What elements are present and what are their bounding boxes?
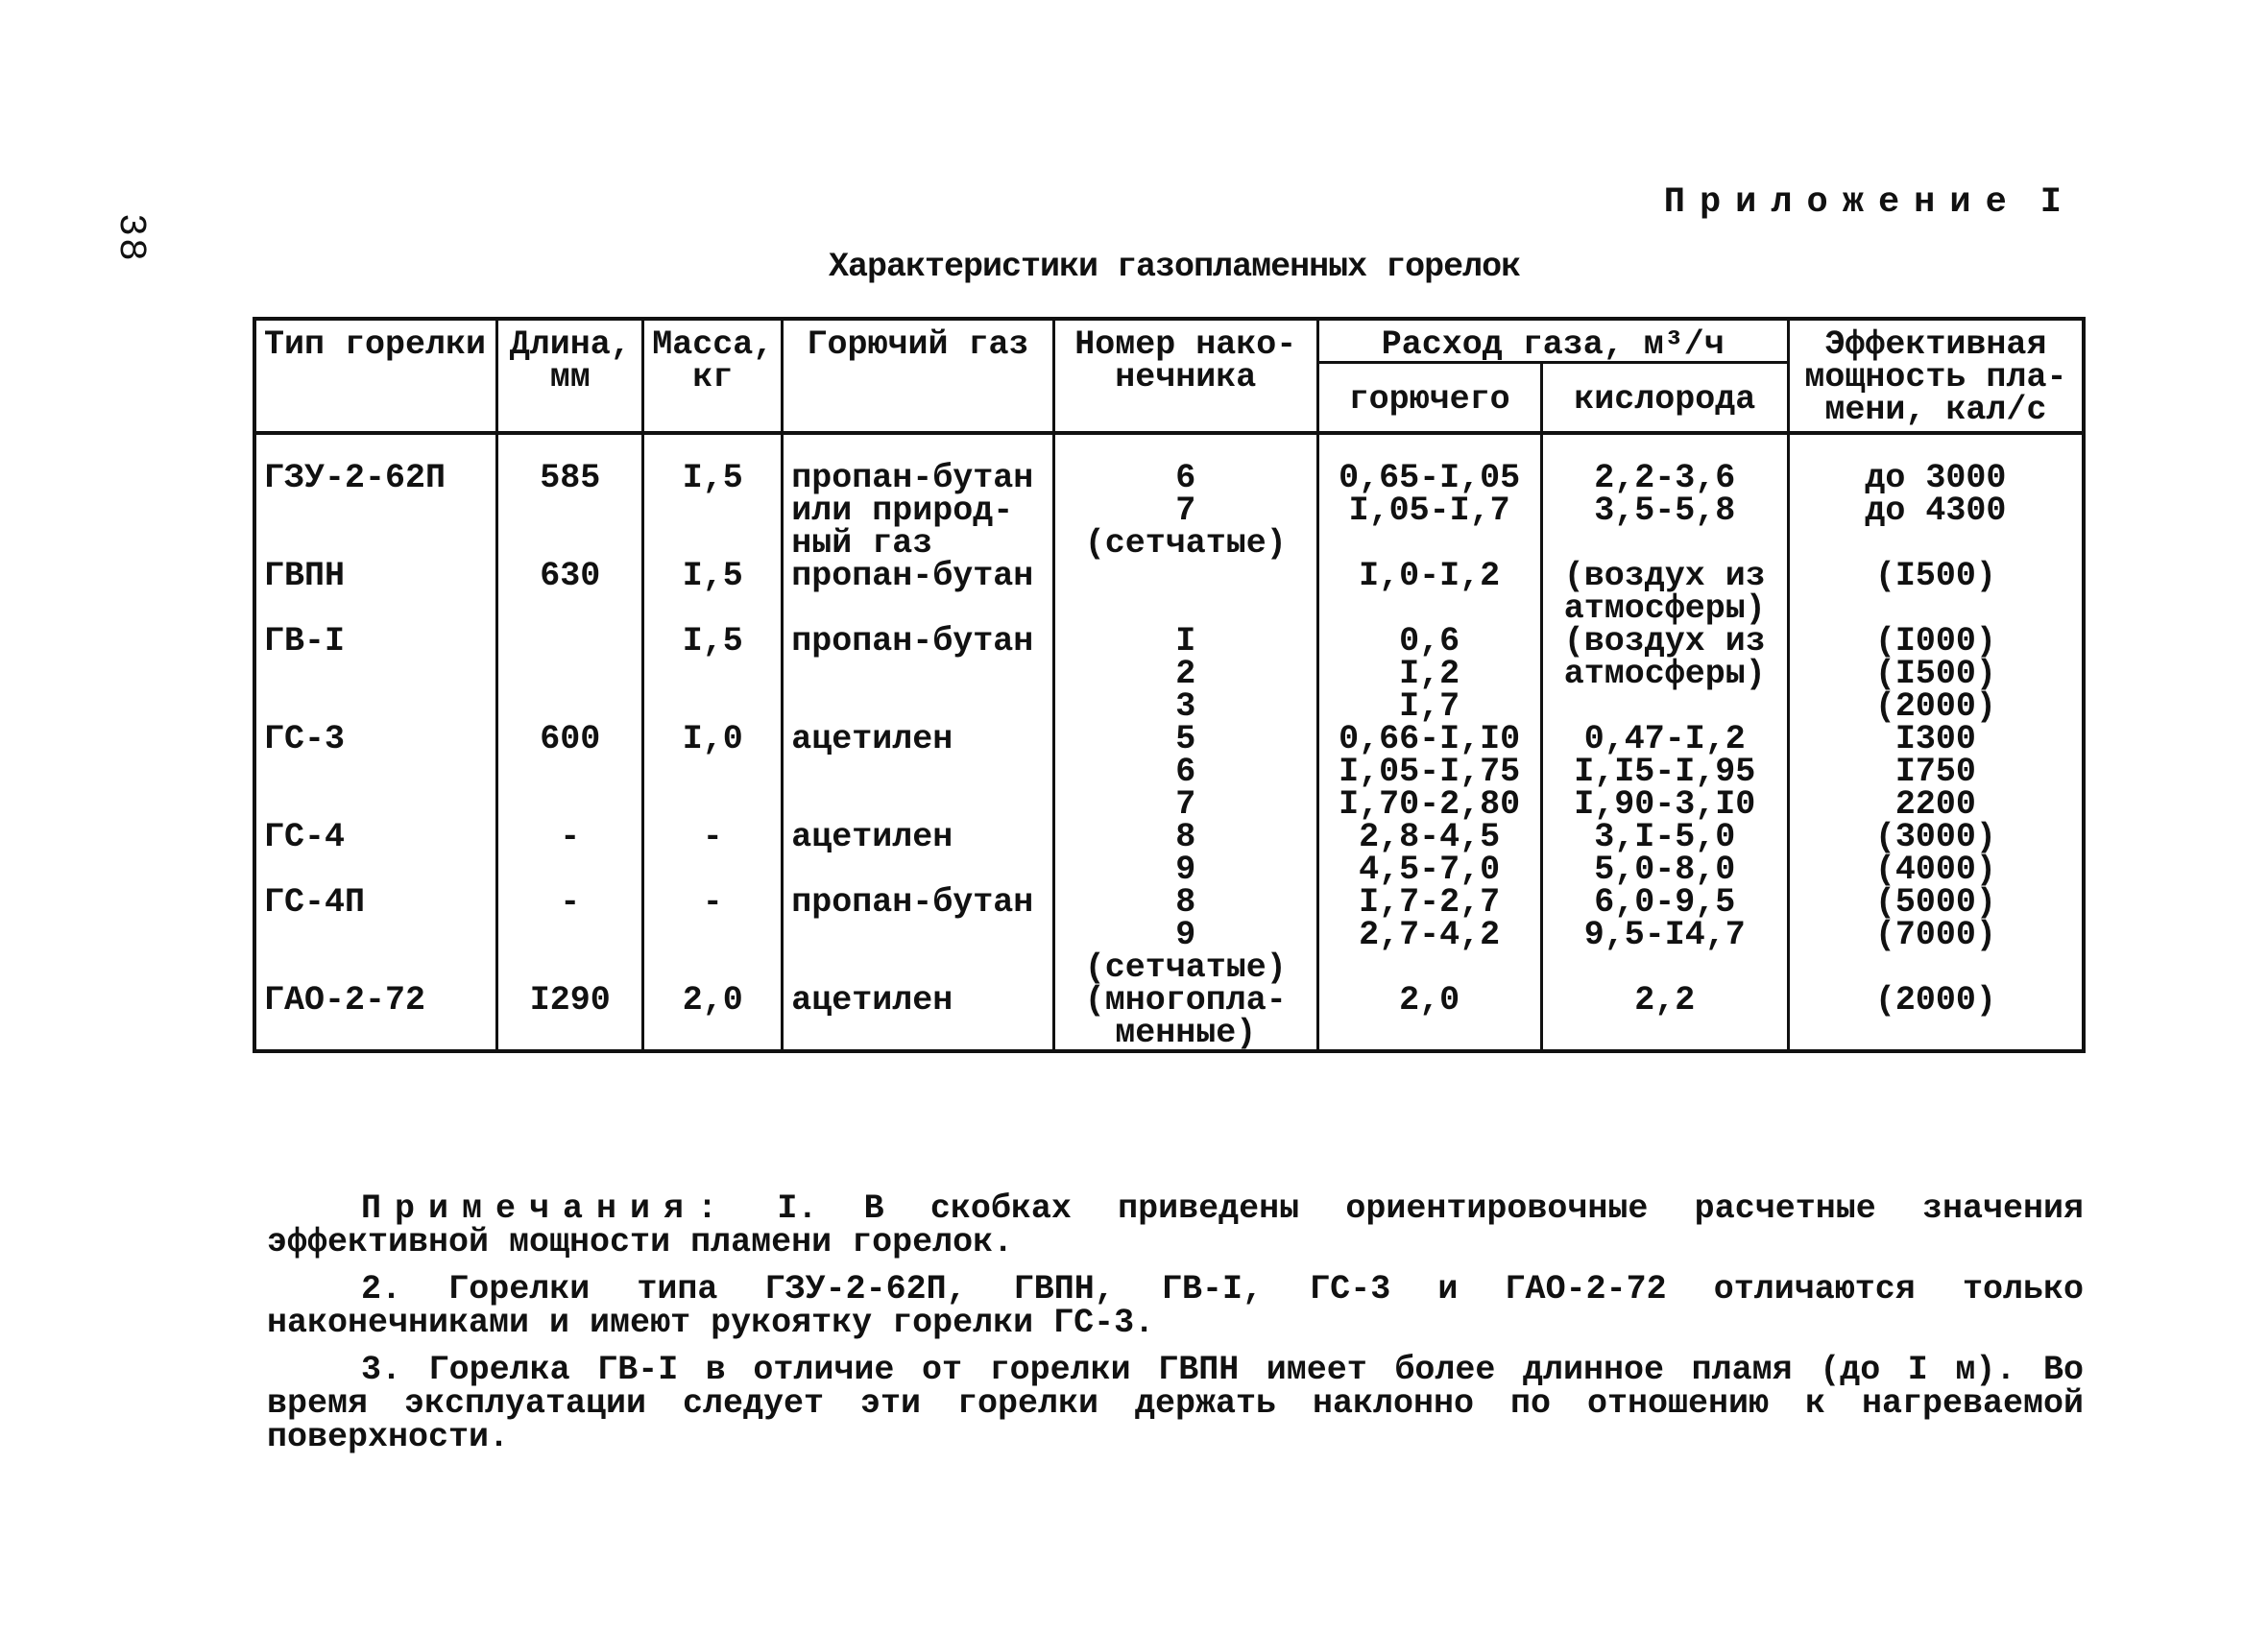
cell-type: ГВ-I — [254, 625, 497, 723]
cell-fuel: 0,6 I,2 I,7 — [1317, 625, 1541, 723]
cell-oxygen: (воздух из атмосферы) — [1541, 560, 1788, 625]
appendix-label: Приложение — [1663, 182, 2021, 223]
table-row — [254, 886, 2084, 984]
page-number: 38 — [109, 213, 152, 264]
table-row — [254, 723, 2084, 821]
table-row — [254, 433, 2084, 560]
cell-mass: I,5 — [643, 433, 783, 560]
cell-length: - — [497, 886, 643, 984]
header-fuel-gas: Горючий газ — [783, 319, 1054, 433]
cell-power: (I000) (I500) (2000) — [1788, 625, 2084, 723]
cell-tip: 6 7 (сетчатые) — [1053, 433, 1317, 560]
cell-mass: - — [643, 886, 783, 984]
cell-tip — [1053, 560, 1317, 625]
cell-power: (I500) — [1788, 560, 2084, 625]
cell-oxygen: 0,47-I,2 I,I5-I,95 I,90-3,I0 — [1541, 723, 1788, 821]
notes-label: Примечания: — [361, 1189, 732, 1228]
cell-power: (5000) (7000) — [1788, 886, 2084, 984]
cell-oxygen: 3,I-5,0 5,0-8,0 — [1541, 821, 1788, 886]
cell-mass: I,5 — [643, 560, 783, 625]
cell-gas: пропан-бутан — [783, 886, 1054, 984]
cell-mass: - — [643, 821, 783, 886]
cell-gas: пропан-бутан — [783, 625, 1054, 723]
cell-tip: 8 9 — [1053, 821, 1317, 886]
cell-fuel: 0,65-I,05 I,05-I,7 — [1317, 433, 1541, 560]
cell-length: 585 — [497, 433, 643, 560]
cell-fuel: I,0-I,2 — [1317, 560, 1541, 625]
table-row — [254, 984, 2084, 1051]
cell-tip: (многопла- менные) — [1053, 984, 1317, 1051]
cell-length: I290 — [497, 984, 643, 1051]
table-row — [254, 560, 2084, 625]
note-3: 3. Горелка ГВ-I в отличие от горелки ГВПН имеет более длинное пламя (до I м). Во время эксплуатации следует эти горелки держать наклонно по отношению к нагреваемой поверхности. — [267, 1351, 2084, 1456]
cell-length: - — [497, 821, 643, 886]
cell-length: 600 — [497, 723, 643, 821]
cell-type: ГВПН — [254, 560, 497, 625]
cell-oxygen: 2,2 — [1541, 984, 1788, 1051]
header-length: Длина, мм — [497, 319, 643, 433]
header-type: Тип горелки — [254, 319, 497, 433]
cell-power: до 3000 до 4300 — [1788, 433, 2084, 560]
cell-power: (3000) (4000) — [1788, 821, 2084, 886]
burner-characteristics-table — [253, 317, 2086, 1053]
cell-length — [497, 625, 643, 723]
cell-oxygen: (воздух из атмосферы) — [1541, 625, 1788, 723]
header-mass: Масса, кг — [643, 319, 783, 433]
cell-power: I300 I750 2200 — [1788, 723, 2084, 821]
cell-gas: ацетилен — [783, 821, 1054, 886]
cell-type: ГС-3 — [254, 723, 497, 821]
table-row — [254, 821, 2084, 886]
table-title: Характеристики газопламенных горелок — [829, 248, 1521, 286]
cell-type: ГАО-2-72 — [254, 984, 497, 1051]
cell-oxygen: 6,0-9,5 9,5-I4,7 — [1541, 886, 1788, 984]
cell-fuel: 0,66-I,I0 I,05-I,75 I,70-2,80 — [1317, 723, 1541, 821]
cell-type: ГС-4 — [254, 821, 497, 886]
appendix-number: I — [2039, 182, 2062, 223]
cell-gas: пропан-бутан или природ- ный газ — [783, 433, 1054, 560]
cell-tip: 8 9 (сетчатые) — [1053, 886, 1317, 984]
header-tip-number: Номер нако-нечника — [1053, 319, 1317, 433]
cell-length: 630 — [497, 560, 643, 625]
notes — [267, 1189, 2084, 1468]
cell-gas: ацетилен — [783, 723, 1054, 821]
cell-tip: I 2 3 — [1053, 625, 1317, 723]
cell-fuel: 2,0 — [1317, 984, 1541, 1051]
cell-type: ГС-4П — [254, 886, 497, 984]
header-oxygen: кислорода — [1541, 363, 1788, 434]
header-power: Эффективная мощность пла-мени, кал/с — [1788, 319, 2084, 433]
note-1 — [267, 1189, 2084, 1261]
cell-tip: 5 6 7 — [1053, 723, 1317, 821]
note-1-text: I. В скобках приведены ориентировочные расчетные значения эффективной мощности пламени горелок. — [267, 1189, 2084, 1261]
table-row — [254, 625, 2084, 723]
appendix-heading — [1664, 182, 2062, 223]
cell-mass: 2,0 — [643, 984, 783, 1051]
cell-gas: ацетилен — [783, 984, 1054, 1051]
header-fuel: горючего — [1317, 363, 1541, 434]
cell-oxygen: 2,2-3,6 3,5-5,8 — [1541, 433, 1788, 560]
note-2: 2. Горелки типа ГЗУ-2-62П, ГВПН, ГВ-I, ГС-3 и ГАО-2-72 отличаются только наконечниками и имеют рукоятку горелки ГС-3. — [267, 1270, 2084, 1342]
cell-power: (2000) — [1788, 984, 2084, 1051]
header-gas-flow: Расход газа, м³/ч — [1317, 319, 1788, 363]
cell-fuel: I,7-2,7 2,7-4,2 — [1317, 886, 1541, 984]
cell-mass: I,5 — [643, 625, 783, 723]
cell-mass: I,0 — [643, 723, 783, 821]
cell-gas: пропан-бутан — [783, 560, 1054, 625]
cell-fuel: 2,8-4,5 4,5-7,0 — [1317, 821, 1541, 886]
cell-type: ГЗУ-2-62П — [254, 433, 497, 560]
